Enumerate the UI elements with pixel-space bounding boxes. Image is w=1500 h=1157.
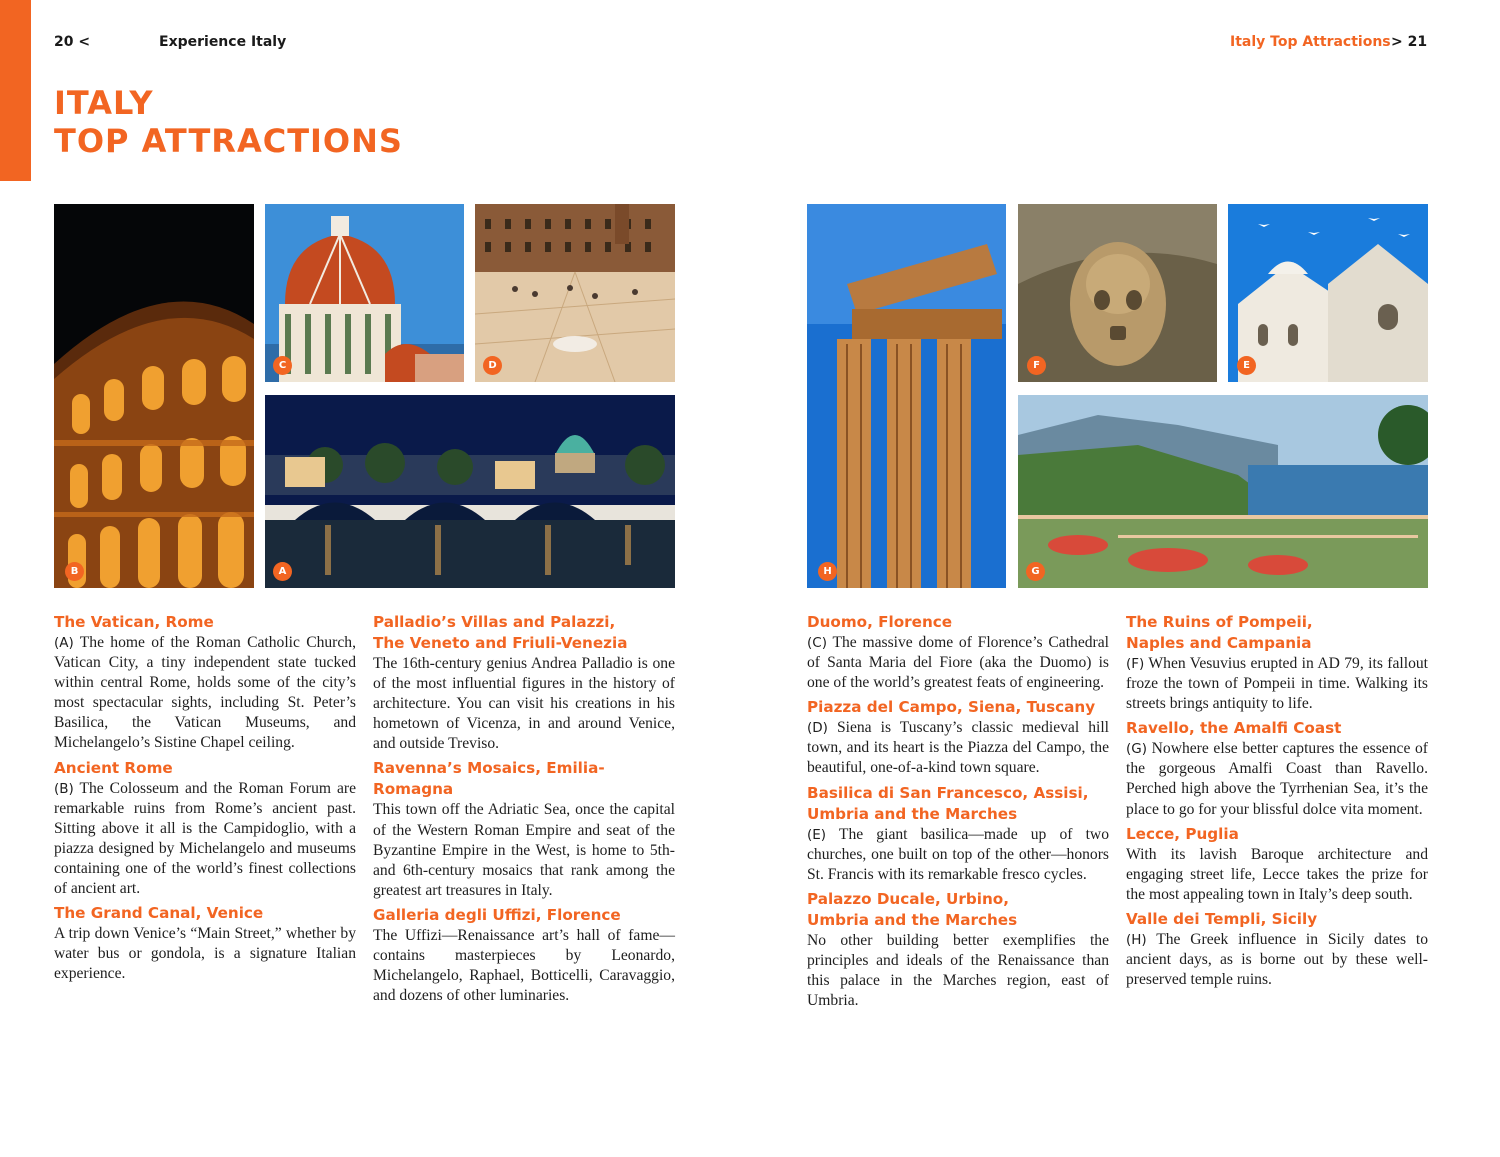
- badge-f: F: [1027, 356, 1046, 375]
- chapter-tab: [0, 0, 31, 181]
- entry-urbino: [807, 889, 1109, 1011]
- entry-valle-templi: [1126, 909, 1428, 990]
- entry-ravello: [1126, 718, 1428, 819]
- badge-d: D: [483, 356, 502, 375]
- right-column-1: [807, 612, 1109, 1015]
- entry-body: (G) Nowhere else better captures the essence of the gorgeous Amalfi Coast than Ravello. Perched high above the Tyrrhenian Sea, it’s the place to go for your blissful dolce vita moment.: [1126, 740, 1428, 818]
- entry-lecce: [1126, 824, 1428, 905]
- entry-vatican: [54, 612, 356, 754]
- entry-title: Lecce, Puglia: [1126, 824, 1239, 843]
- right-page: [750, 0, 1500, 1157]
- entry-ancient-rome: [54, 758, 356, 900]
- page-title: ITALY TOP ATTRACTIONS: [54, 84, 403, 160]
- entry-body: (A) The home of the Roman Catholic Church, Vatican City, a tiny independent state tucked within central Rome, holds some of the city’s most spectacular sights, including St. Peter’s Basilica, the Vatican Museums, and Michelangelo’s Sistine Chapel ceiling.: [54, 634, 356, 752]
- entry-piazza-campo: [807, 697, 1109, 778]
- badge-h: H: [818, 562, 837, 581]
- badge-e: E: [1237, 356, 1256, 375]
- entry-title: Palladio’s Villas and Palazzi, The Veneto and Friuli-Venezia: [373, 613, 628, 652]
- entry-title: Valle dei Templi, Sicily: [1126, 909, 1318, 928]
- entry-title: Duomo, Florence: [807, 613, 953, 631]
- left-page-number: 20 <: [54, 34, 91, 50]
- entry-title: Ravello, the Amalfi Coast: [1126, 719, 1342, 738]
- badge-a: A: [273, 562, 292, 581]
- entry-title: Basilica di San Francesco, Assisi, Umbria and the Marches: [807, 783, 1089, 823]
- photo-vatican-bridge: [265, 395, 675, 588]
- entry-title: Piazza del Campo, Siena, Tuscany: [807, 698, 1096, 717]
- right-running-head: Italy Top Attractions: [1230, 34, 1391, 50]
- photo-pompeii: [1018, 204, 1217, 382]
- entry-title: Galleria degli Uffizi, Florence: [373, 905, 621, 924]
- entry-ravenna: [373, 758, 675, 900]
- entry-assisi: [807, 783, 1109, 885]
- right-page-number: > 21: [1391, 34, 1428, 50]
- entry-palladio: [373, 612, 675, 754]
- photo-assisi: [1228, 204, 1428, 382]
- entry-title: Palazzo Ducale, Urbino, Umbria and the Marches: [807, 889, 1018, 929]
- entry-title: The Vatican, Rome: [54, 613, 214, 631]
- photo-temple: [807, 204, 1006, 588]
- badge-b: B: [65, 562, 84, 581]
- badge-c: C: [273, 356, 292, 375]
- entry-body: (H) The Greek influence in Sicily dates to ancient days, as is borne out by these well-preserved temple ruins.: [1126, 930, 1428, 989]
- entry-pompeii: [1126, 612, 1428, 714]
- entry-body: No other building better exemplifies the principles and ideals of the Renaissance than this palace in the Marches region, east of Umbria.: [807, 931, 1109, 1010]
- entry-title: The Ruins of Pompeii, Naples and Campania: [1126, 613, 1313, 652]
- entry-body: A trip down Venice’s “Main Street,” whether by water bus or gondola, is a signature Italian experience.: [54, 925, 356, 983]
- entry-body: (B) The Colosseum and the Roman Forum are remarkable ruins from Rome’s ancient past. Sitting above it all is the Campidoglio, with a piazza designed by Michelangelo and museums containing one of the world’s finest collections of ancient art.: [54, 779, 356, 898]
- entry-title: Ancient Rome: [54, 758, 173, 777]
- entry-body: The 16th-century genius Andrea Palladio is one of the most influential figures in the history of architecture. You can visit his creations in his hometown of Vicenza, in and around Venice, and outside Treviso.: [373, 655, 675, 753]
- right-column-2: [1126, 612, 1428, 994]
- photo-ravello: [1018, 395, 1428, 588]
- entry-body: With its lavish Baroque architecture and engaging street life, Lecce takes the prize for the most appealing town in Italy’s deep south.: [1126, 845, 1428, 903]
- entry-body: This town off the Adriatic Sea, once the capital of the Western Roman Empire and seat of the Byzantine Empire in the West, is home to 5th- and 6th-century mosaics that rank among the greatest art treasures in Italy.: [373, 801, 675, 899]
- left-running-head: Experience Italy: [159, 34, 287, 50]
- entry-body: (D) Siena is Tuscany’s classic medieval hill town, and its heart is the Piazza del Campo, the beautiful, one-of-a-kind town square.: [807, 719, 1109, 777]
- photo-colosseum: [54, 204, 254, 588]
- entry-grand-canal: [54, 903, 356, 984]
- left-column-2: [373, 612, 675, 1010]
- entry-duomo: [807, 612, 1109, 693]
- left-column-1: [54, 612, 356, 988]
- photo-duomo: [265, 204, 464, 382]
- entry-body: The Uffizi—Renaissance art’s hall of fame—contains masterpieces by Leonardo, Michelangelo, Raphael, Botticelli, Caravaggio, and dozens of other luminaries.: [373, 926, 675, 1005]
- badge-g: G: [1026, 562, 1045, 581]
- entry-title: The Grand Canal, Venice: [54, 904, 264, 923]
- entry-body: (C) The massive dome of Florence’s Cathedral of Santa Maria del Fiore (aka the Duomo) is one of the world’s greatest feats of engineering.: [807, 634, 1109, 692]
- photo-piazza-campo: [475, 204, 675, 382]
- entry-body: (F) When Vesuvius erupted in AD 79, its fallout froze the town of Pompeii in time. Walking its streets brings antiquity to life.: [1126, 655, 1428, 713]
- entry-uffizi: [373, 905, 675, 1006]
- entry-title: Ravenna’s Mosaics, Emilia-Romagna: [373, 759, 605, 799]
- entry-body: (E) The giant basilica—made up of two churches, one built on top of the other—honors St. Francis with its remarkable fresco cycles.: [807, 825, 1109, 883]
